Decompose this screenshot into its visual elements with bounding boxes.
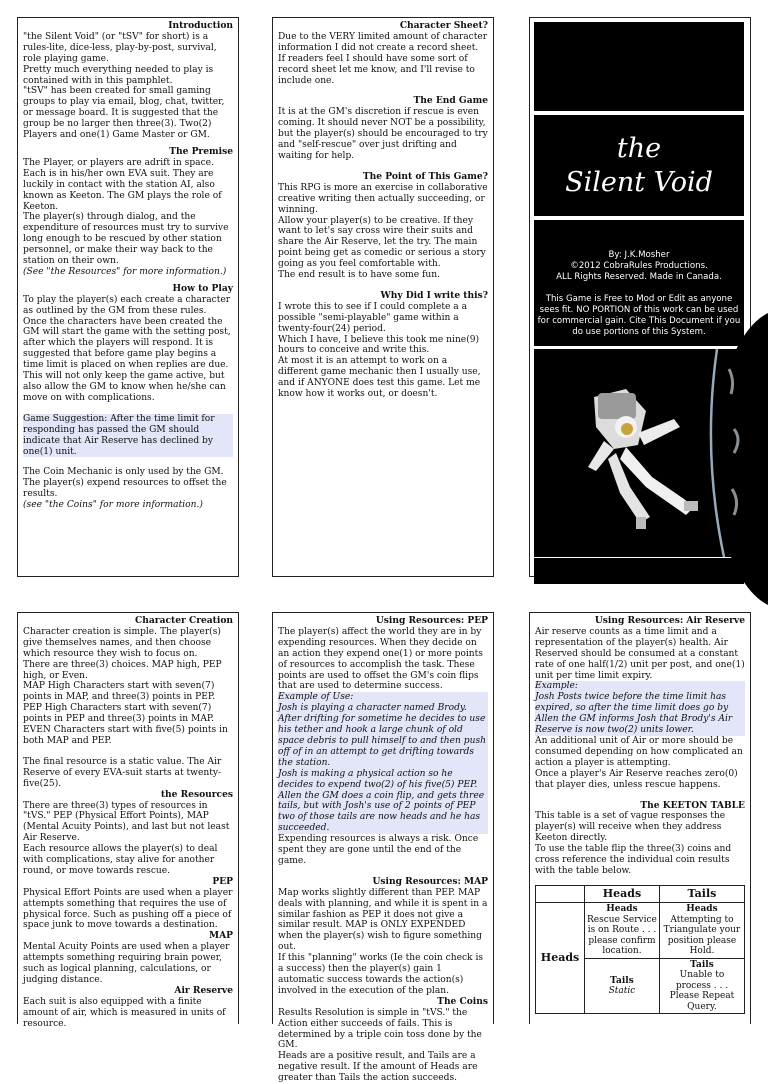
air-reserve-paragraph: Each suit is also equipped with a finite amount of air, which is measured in units of resource. (23, 996, 226, 1029)
air-reserve-static-paragraph: The final resource is a static value. The Air Reserve of every EVA-suit starts at twenty-five(25). (23, 756, 222, 789)
example-line: Example of Use: (278, 692, 354, 703)
example-line: Josh is playing a character named Brody. After drifting for sometime he decides to use his tether and hook a large chunk of old space debris to pull himself to and then push off of in an attempt to get drifting towards the station. (278, 703, 486, 768)
cover-title-box (534, 115, 744, 216)
keeton-cell-ht (659, 903, 744, 959)
heading-end-game: The End Game (413, 95, 488, 107)
example-line: Allen the GM does a coin flip, and gets three tails, but with Josh's use of 2 points of PEP two of those tails are now heads and he has succeeded. (278, 790, 485, 834)
why-paragraph: At most it is an attempt to work on a different game mechanic then I usually use, and if ANYONE does test this game. Let me know how it works out, or doesn't. (278, 356, 481, 400)
panel-character-creation (17, 612, 239, 1029)
heading-how-to-play: How to Play (172, 282, 233, 294)
example-line: Josh Posts twice before the time limit has expired, so after the time limit does go by Allen the GM informs Josh that Brody's Air Reserve is now two(2) units lower. (535, 692, 733, 736)
panel-character-sheet (272, 17, 494, 577)
premise-paragraph: The player(s) through dialog, and the expenditure of resources must try to survive long enough to be rescued by other station personnel, or make their way back to the station on their own. (23, 212, 229, 267)
keeton-col-tails: Tails (659, 885, 744, 903)
example-line: Josh is making a physical action so he decides to expend two(2) of his five(5) PEP. (278, 768, 478, 790)
keeton-corner-cell (536, 885, 585, 903)
keeton-paragraph: This table is a set of vague responses the player(s) will receive when they address Keeton directly. (535, 811, 726, 844)
panel-cover (529, 17, 751, 577)
coins-paragraph: Heads are a positive result, and Tails are a negative result. If the amount of Heads are greater than Tails the action succeeds. (278, 1051, 478, 1084)
heading-using-pep: Using Resources: PEP (375, 615, 488, 626)
using-air-paragraph: Air reserve counts as a time limit and a representation of the player(s) health. Air Reserved should be consumed at a constant rate of one half(1/2) unit per post, and one(1) unit per time limit expiry. (535, 626, 745, 681)
coin-note: (see "the Coins" for more information.) (23, 500, 203, 511)
premise-note: (See "the Resources" for more information.) (23, 266, 227, 277)
cover-byline: By: J.K.Mosher (608, 250, 670, 260)
cover-black-band-top (534, 22, 744, 111)
additional-air-paragraph: An additional unit of Air or more should be consumed depending on how complicated an action a player is attempting. (535, 735, 743, 768)
pep-paragraph: Physical Effort Points are used when a player attempts something that requires the use of physical force. Such as pushing off a piece of space junk to move towards a destination. (23, 887, 233, 931)
intro-paragraph: "the Silent Void" (or "tSV" for short) is a rules-lite, dice-less, play-by-post, survival, role playing game. (23, 31, 217, 64)
cell-title: Tails (610, 975, 634, 986)
heading-map: MAP (209, 930, 233, 942)
cell-title: Heads (686, 904, 718, 915)
resources-paragraph: There are three(3) types of resources in "tVS." PEP (Physical Effort Points), MAP (Mental Acuity Points), and last but not least Air Reserve. (23, 800, 230, 844)
using-map-paragraph: If this "planning" works (Ie the coin check is a success) then the player(s) gain 1 automatic success towards the action(s) involved in the execution of the plan. (278, 953, 484, 996)
example-line: Example: (535, 681, 578, 692)
heading-introduction: Introduction (168, 20, 233, 31)
cover-rights: ALL Rights Reserved. Made in Canada. (556, 271, 722, 282)
intro-paragraph: Pretty much everything needed to play is contained with in this pamphlet. (23, 64, 214, 86)
creation-paragraph: There are three(3) choices. MAP high, PEP high, or Even. (23, 659, 222, 681)
air-example-box (535, 681, 745, 736)
heading-point-of-game: The Point of This Game? (362, 170, 488, 182)
howto-paragraph: Once the characters have been created the GM will start the game with the setting post, after which the players will respond. It is suggested that before game play begins a time limit is placed on when replies are due. This will not only keep the game active, but also allow the GM to know when he/she can move on with complications. (23, 316, 231, 403)
howto-paragraph: To play the player(s) each create a character as outlined by the GM from these rules. (23, 294, 231, 316)
using-pep-paragraph: The player(s) affect the world they are in by expending resources. When they decide on an action they expend one(1) or more points of resources to accomplish the task. These points are used to offset the GM's coin flips that are used to determine success. (278, 626, 483, 692)
cell-title: Heads (606, 904, 638, 915)
coin-mechanic-paragraph: The Coin Mechanic is only used by the GM. The player(s) expend resources to offset the results. (23, 467, 227, 500)
creation-paragraph: EVEN Characters start with five(5) points in both MAP and PEP. (23, 725, 228, 746)
astronaut-in-space-image (534, 349, 744, 557)
cover-info-box (534, 220, 744, 346)
cell-text: Rescue Service is on Route . . . please confirm location. (587, 914, 657, 957)
creation-paragraph: PEP High Characters start with seven(7) points in PEP and three(3) points in MAP. (23, 703, 215, 725)
cover-copyright: ©2012 CobraRules Productions. (570, 260, 708, 271)
panel-introduction (17, 17, 239, 577)
heading-why-write: Why Did I write this? (380, 289, 488, 301)
heading-resources: the Resources (160, 788, 233, 800)
heading-the-coins: The Coins (437, 995, 488, 1007)
risk-paragraph: Expending resources is always a risk. Once spent they are gone until the end of the game. (278, 834, 479, 866)
creation-paragraph: MAP High Characters start with seven(7) points in MAP, and three(3) points in PEP. (23, 681, 216, 703)
heading-character-creation: Character Creation (135, 615, 233, 626)
example-of-use-box (278, 692, 488, 834)
coins-paragraph: Results Resolution is simple in "tVS." the Action either succeeds of fails. This is determined by a triple coin toss done by the GM. (278, 1007, 482, 1051)
creation-paragraph: Character creation is simple. The player(s) give themselves names, and then choose which resource they wish to focus on. (23, 626, 221, 659)
point-paragraph: This RPG is more an exercise in collaborative creative writing then actually succeeding, or winning. (278, 182, 488, 215)
end-game-paragraph: It is at the GM's discretion if rescue is even coming. It should never NOT be a possibility, but the player(s) should be encouraged to try and "self-rescue" over just drifting and waiting for help. (278, 107, 488, 161)
keeton-cell-tt (585, 958, 660, 1014)
heading-premise: The Premise (169, 145, 233, 157)
intro-paragraph: "tSV" has been created for small gaming groups to play via email, blog, chat, twitter, or message board. It is suggested that the group be no larger then three(3). Two(2) Players and one(1) Game Master or GM. (23, 86, 225, 141)
cell-text: Unable to process . . . Please Repeat Query. (669, 970, 735, 1012)
cell-title: Tails (690, 959, 714, 970)
keeton-col-heads: Heads (585, 885, 660, 903)
keeton-paragraph: To use the table flip the three(3) coins and cross reference the individual coin results with the table below. (535, 844, 732, 876)
why-paragraph: I wrote this to see if I could complete a a possible "semi-playable" game within a twenty-four(24) period. (278, 301, 467, 334)
heading-character-sheet: Character Sheet? (399, 20, 488, 31)
game-suggestion: Game Suggestion: After the time limit for responding has passed the GM should indicate that Air Reserve has declined by one(1) unit. (23, 414, 233, 458)
astronaut-photo (534, 349, 744, 557)
keeton-table (535, 885, 745, 1015)
cell-text: Attempting to Triangulate your position please Hold. (663, 914, 741, 957)
heading-pep: PEP (212, 875, 233, 887)
character-sheet-paragraph: Due to the VERY limited amount of character information I did not create a record sheet. If readers feel I should have some sort of record sheet let me know, and I'll revise to include one. (278, 31, 488, 86)
keeton-cell-tails (659, 958, 744, 1014)
heading-air-reserve: Air Reserve (174, 984, 233, 996)
using-map-paragraph: Map works slightly different than PEP. MAP deals with planning, and while it is spent in a similar fashion as PEP it does not give a similar result. MAP is ONLY EXPENDED when the player(s) wish to figure something out. (278, 887, 488, 953)
cover-title-line2: Silent Void (565, 166, 713, 198)
keeton-row-heads: Heads (536, 903, 585, 1014)
cover-title-line1: the (616, 132, 662, 164)
why-paragraph: Which I have, I believe this took me nine(9) hours to conceive and write this. (278, 334, 480, 356)
cover-black-band-bottom (534, 558, 744, 584)
panel-using-resources-pep (272, 612, 494, 1084)
cell-text: Static (608, 986, 636, 997)
point-paragraph: Allow your player(s) to be creative. If they want to let's say cross wire their suits and share the Air Reserve, let the try. The main point being get as comedic or serious a story going as you feel comfortable with. (278, 215, 486, 270)
point-paragraph: The end result is to have some fun. (278, 270, 441, 281)
premise-paragraph: The Player, or players are adrift in space. Each is in his/her own EVA suit. They are luckily in contact with the station AI, also known as Keeton. The GM plays the role of Keeton. (23, 157, 222, 212)
resources-paragraph: Each resource allows the player(s) to deal with complications, stay alive for another round, or move towards rescue. (23, 844, 218, 876)
cover-notice: This Game is Free to Mod or Edit as anyone sees fit. NO PORTION of this work can be used for commercial gain. Cite This Document if you do use portions of this System. (537, 294, 741, 337)
heading-using-air-reserve: Using Resources: Air Reserve (594, 615, 745, 626)
map-paragraph: Mental Acuity Points are used when a player attempts something requiring brain power, such as logical planning, calculations, or judging distance. (23, 942, 230, 985)
heading-keeton-table: The KEETON TABLE (640, 799, 745, 811)
heading-using-map: Using Resources: MAP (372, 875, 488, 887)
air-zero-paragraph: Once a player's Air Reserve reaches zero(0) that player dies, unless rescue happens. (535, 768, 738, 790)
panel-using-resources-air (529, 612, 751, 1024)
keeton-cell-hh (585, 903, 660, 959)
